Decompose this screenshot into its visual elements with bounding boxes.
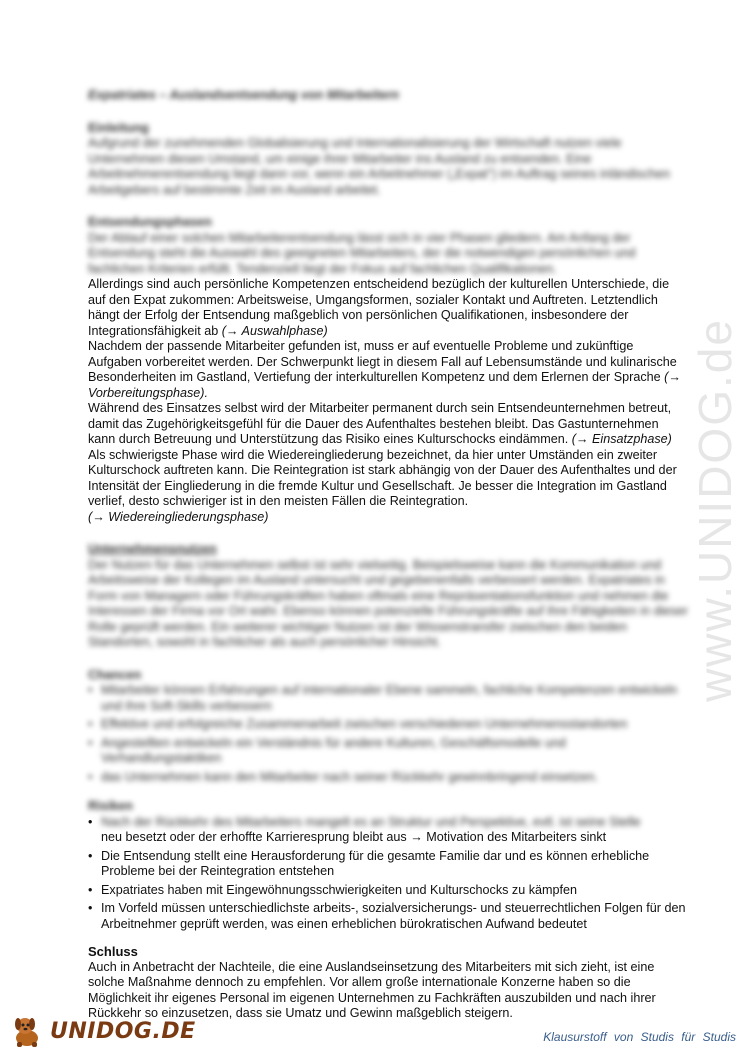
phase-label-wiedereingliederung: (→ Wiedereingliederungsphase): [88, 509, 269, 524]
phase-label-vorbereitung: (→ Vorbereitungsphase).: [88, 370, 681, 400]
section-einleitung: [88, 121, 688, 199]
schluss-text: Auch in Anbetracht der Nachteile, die eine Auslandseinsetzung des Mitarbeiters mit sich zieht, ist eine solche Maßnahme dennoch zu empfehlen. Vor allem große internationale Konzerne haben so die Möglichkeit ihr eigenes Personal im eigenen Unternehmen zu Fachkräften auszubilden und nach ihrer Rückkehr so einzusetzen, dass sie Umatz und Gewinn maßgeblich steigern.: [88, 959, 656, 1020]
heading-chancen: Chancen: [88, 667, 142, 682]
heading-risiken: Risiken: [88, 799, 133, 813]
phasen-paragraph-4: Als schwierigste Phase wird die Wiedereingliederung bezeichnet, da hier unter Umständen ein zweiter Kulturschock auftreten kann. Die Reintegration ist stark abhängig von der Dauer des Aufenthaltes und der Intensität der Eingliederung in die fremde Kultur und Gesellschaft. Je besser die Integration im Gastland verlief, desto schwieriger ist in den meisten Fällen die Reintegration. (→ Wiedereingliederungsphase): [88, 447, 677, 524]
phase-label-auswahl: (→ Auswahlphase): [221, 323, 328, 338]
list-item: • Effektive und erfolgreiche Zusammenarbeit zwischen verschiedenen Unternehmensstandorten: [101, 717, 688, 733]
list-item: • Angestellten entwickeln ein Verständnis für andere Kulturen, Geschäftsmodelle und Verhandlungstaktiken: [101, 736, 688, 767]
document-title: Expatriates – Auslandsentsendung von Mitarbeitern: [88, 88, 399, 102]
heading-nutzen: Unternehmensnutzen: [88, 542, 217, 556]
nutzen-text: Der Nutzen für das Unternehmen selbst ist sehr vielseitig. Beispielsweise kann die Kommunikation und Arbeitsweise der Kollegen im Ausland untersucht und gegebenenfalls verbessert werden. Expatriates in Form von Managern oder Führungskräften haben oftmals eine Repräsentationsfunktion und nehmen die Interessen der Firma vor Ort wahr. Ebenso können potenzielle Führungskräfte auf ihre Fähigkeiten in dieser Rolle geprüft werden. Ein weiterer wichtiger Nutzen ist der Wissenstransfer zwischen den beiden Standorten, sowohl in fachlicher als auch persönlicher Hinsicht.: [88, 557, 688, 649]
heading-schluss: Schluss: [88, 944, 138, 959]
einleitung-text: Aufgrund der zunehmenden Globalisierung und Internationalisierung der Wirtschaft nutzen viele Unternehmen diesen Umstand, um einige ihrer Mitarbeiter ins Ausland zu entsenden. Eine Arbeitnehmerentsendung liegt dann vor, wenn ein Arbeitnehmer („Expat") im Auftrag seines inländischen Arbeitgebers auf bestimmte Zeit im Ausland arbeitet.: [88, 136, 671, 197]
list-item: • Im Vorfeld müssen unterschiedlichste arbeits-, sozialversicherungs- und steuerrechtlichen Folgen für den Arbeitnehmer geprüft werden, was einen erheblichen bürokratischen Aufwand bedeutet: [101, 901, 688, 932]
phasen-paragraph-1: Allerdings sind auch persönliche Kompetenzen entscheidend bezüglich der kulturellen Unterschiede, die auf den Expat zukommen: Arbeitsweise, Umgangsformen, sozialer Kontakt und Auftreten. Letztendlich hängt der Erfolg der Entsendung maßgeblich von persönlichen Qualifikationen, insbesondere der Integrationsfähigkeit ab (→ Auswahlphase): [88, 277, 670, 338]
phasen-paragraph-2: Nachdem der passende Mitarbeiter gefunden ist, muss er auf eventuelle Probleme und zukünftige Aufgaben vorbereitet werden. Der Schwerpunkt liegt in diesem Fall auf Lebensumstände und kulinarische Besonderheiten im Gastland, Vertiefung der interkulturellen Kompetenz und dem Erlernen der Sprache (→ Vorbereitungsphase).: [88, 339, 681, 400]
dog-mascot-icon: [8, 1012, 46, 1050]
document-body: [88, 88, 688, 1022]
list-item: • Mitarbeiter können Erfahrungen auf internationaler Ebene sammeln, fachliche Kompetenzen entwickeln und ihre Soft-Skills verbessern: [101, 683, 688, 714]
risiken-list: [88, 815, 688, 933]
section-risiken: [88, 799, 688, 932]
chancen-list: [88, 683, 688, 785]
section-schluss: [88, 944, 688, 1022]
footer-tagline: Klausurstoff von Studis für Studis: [543, 1030, 736, 1044]
list-item: • Nach der Rückkehr des Mitarbeiters mangelt es an Struktur und Perspektive, evtl. ist seine Stelle neu besetzt oder der erhoffte Karrieresprung bleibt aus → Motivation des Mitarbeiters sinkt: [101, 815, 688, 846]
section-chancen: [88, 668, 688, 786]
list-item: • Die Entsendung stellt eine Herausforderung für die gesamte Familie dar und es können erhebliche Probleme bei der Reintegration entstehen: [101, 849, 688, 880]
logo-text: UNIDOG.DE: [50, 1018, 196, 1044]
section-phasen: [88, 215, 688, 525]
list-item: • Expatriates haben mit Eingewöhnungsschwierigkeiten und Kulturschocks zu kämpfen: [101, 883, 688, 899]
unidog-logo: [8, 1012, 196, 1050]
phase-label-einsatz: (→ Einsatzphase): [571, 432, 672, 446]
phasen-paragraph-3: Während des Einsatzes selbst wird der Mitarbeiter permanent durch sein Entsendeunternehmen betreut, damit das Zugehörigkeitsgefühl für die Dauer des Aufenthaltes bestehen bleibt. Das Gastunternehmen kann durch Betreuung und Unterstützung das Risiko eines Kulturschocks eindämmen. (→ Einsatzphase): [88, 401, 672, 446]
heading-einleitung: Einleitung: [88, 120, 149, 135]
phasen-intro-text: Der Ablauf einer solchen Mitarbeiterentsendung lässt sich in vier Phasen gliedern. Am Anfang der Entsendung steht die Auswahl des geeigneten Mitarbeiters, der die notwendigen persönlichen und fachlichen Kriterien erfüllt. Tendenziell liegt der Fokus auf fachlichen Qualifikationen.: [88, 230, 636, 276]
list-item: • das Unternehmen kann den Mitarbeiter nach seiner Rückkehr gewinnbringend einsetzen.: [101, 770, 688, 786]
heading-phasen: Entsendungsphasen: [88, 215, 212, 229]
section-nutzen: [88, 542, 688, 651]
watermark: www.UNIDOG.de: [689, 318, 742, 702]
